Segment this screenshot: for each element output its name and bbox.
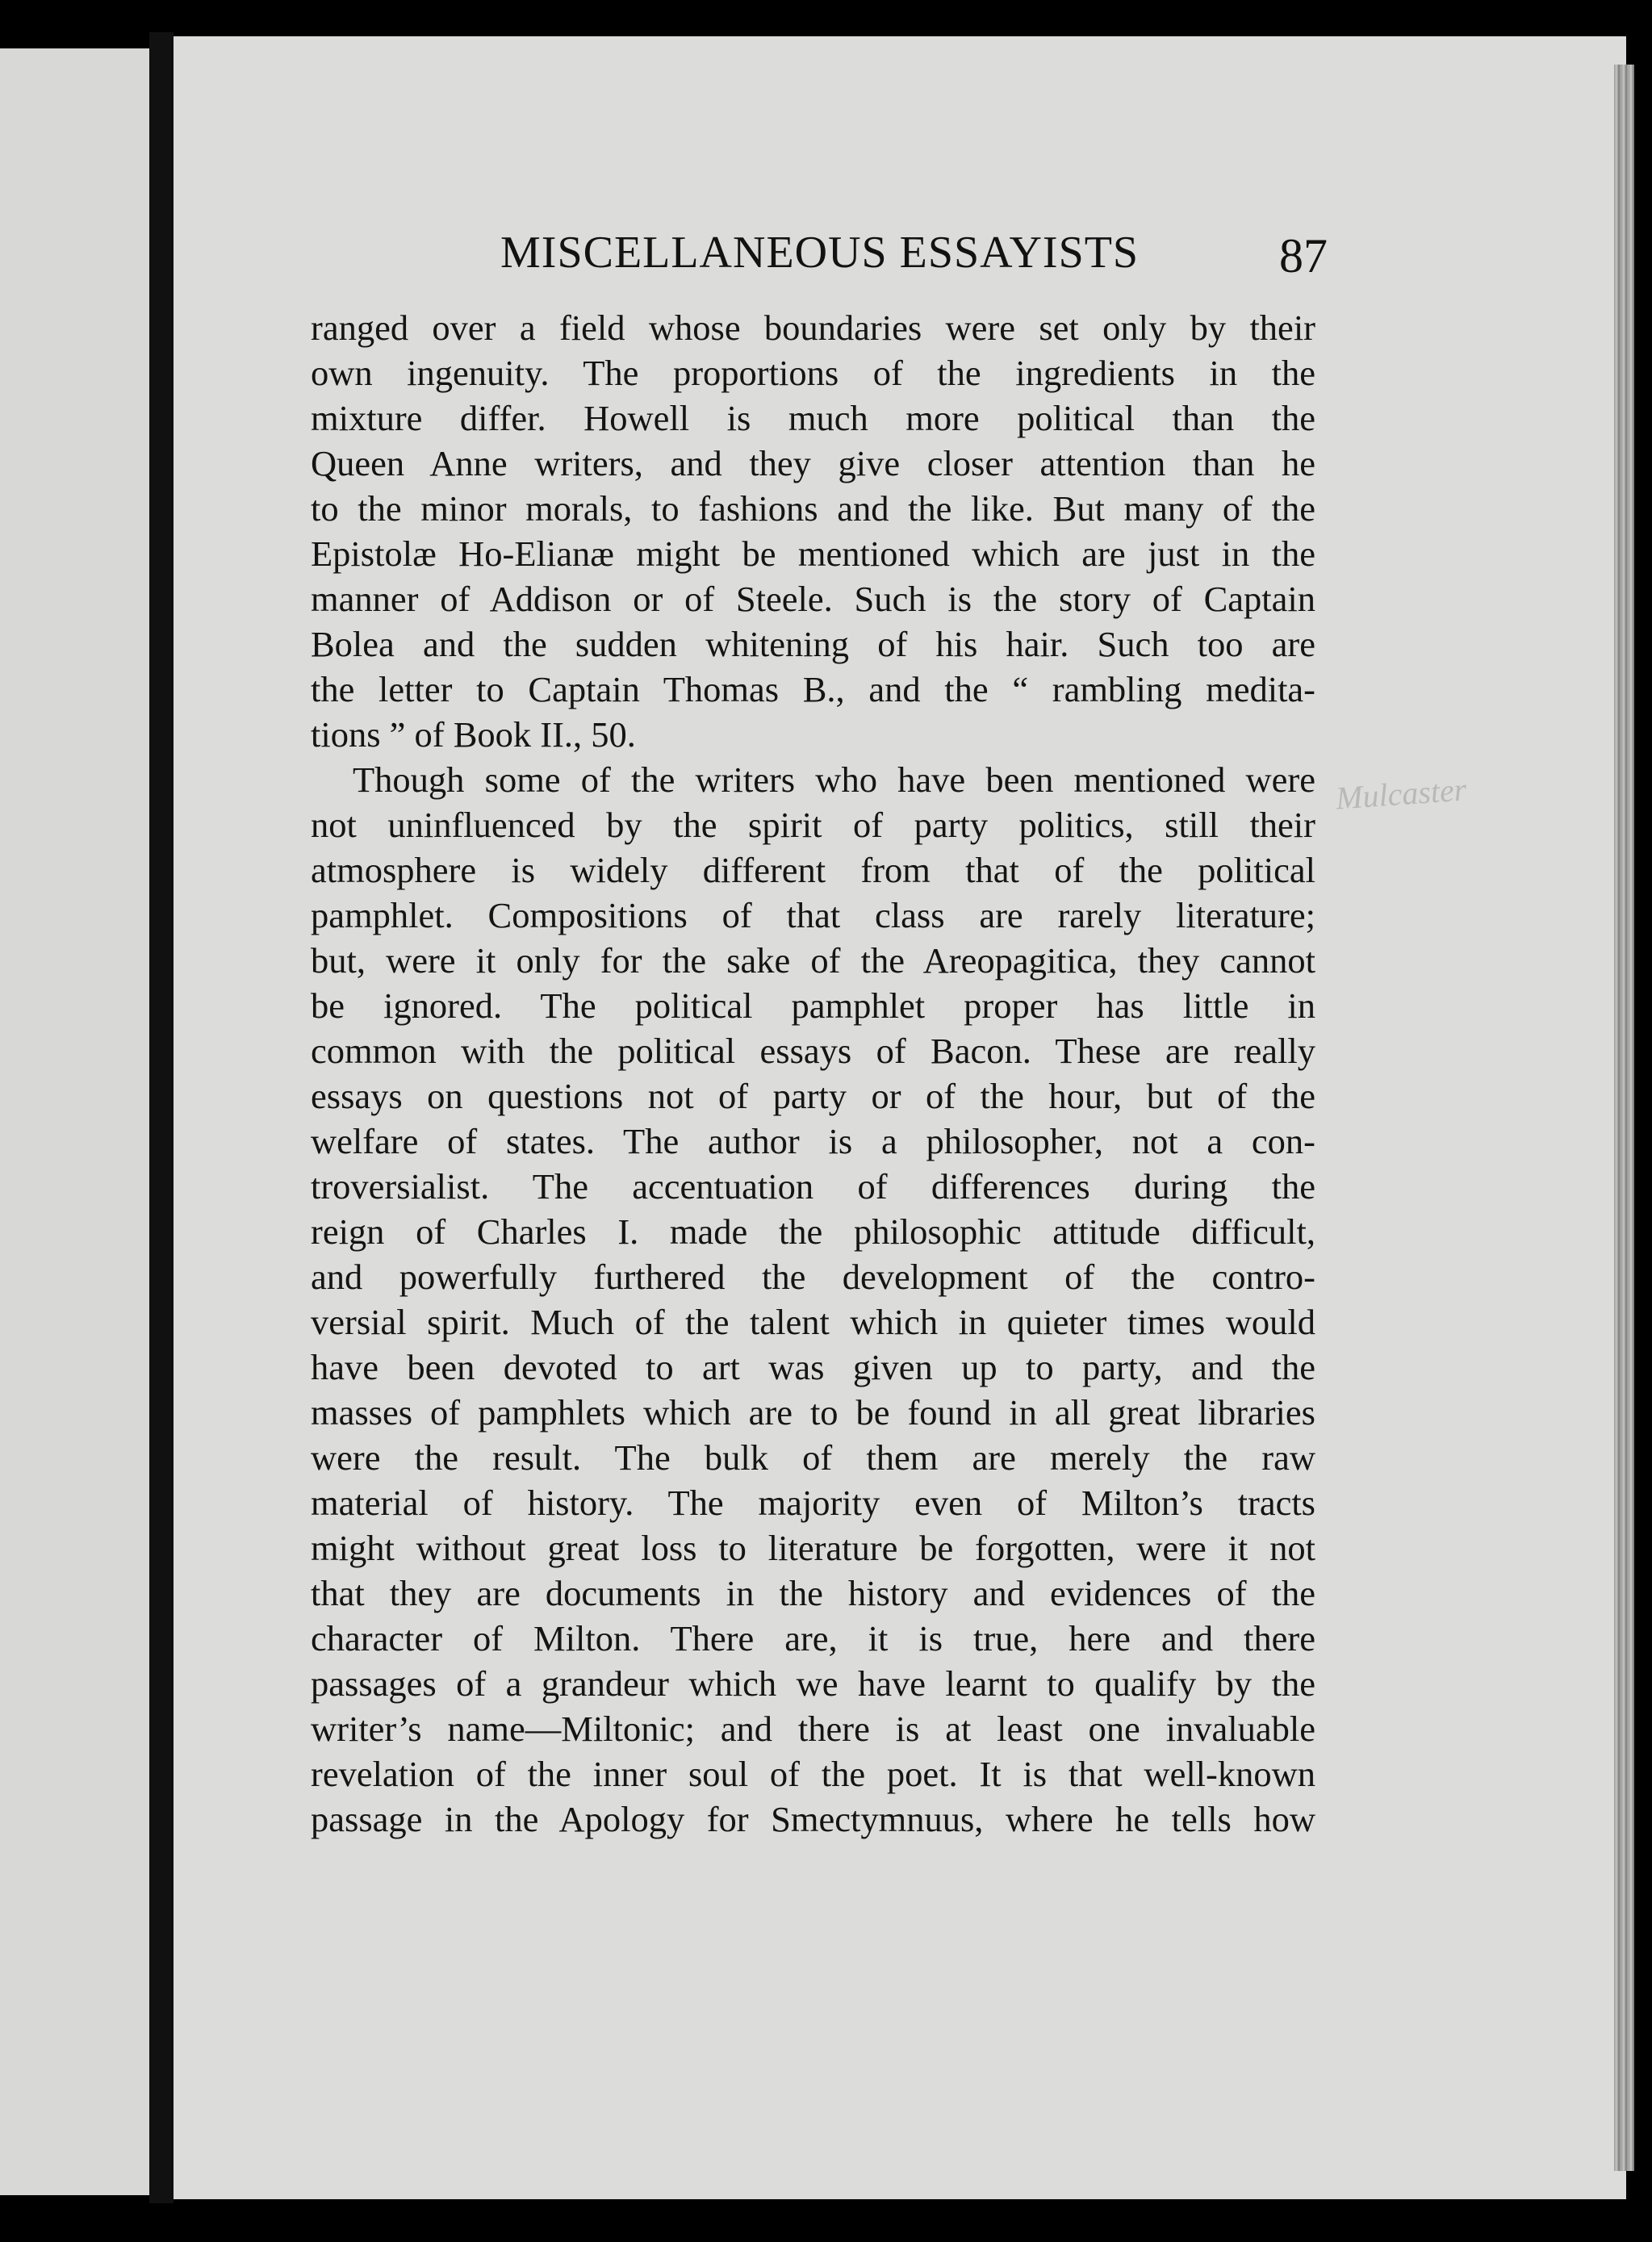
text-line: that they are documents in the history and evidences of the bbox=[311, 1573, 1315, 1613]
running-title: MISCELLANEOUS ESSAYISTS bbox=[500, 228, 1140, 278]
text-line: welfare of states. The author is a philosopher, not a con- bbox=[311, 1121, 1315, 1161]
handwritten-margin-note: Mulcaster bbox=[1334, 771, 1468, 817]
text-line: material of history. The majority even of Milton’s tracts bbox=[311, 1483, 1315, 1523]
text-line: writer’s name—Miltonic; and there is at least one invaluable bbox=[311, 1709, 1315, 1749]
text-line: ranged over a field whose boundaries were set only by their bbox=[311, 307, 1315, 348]
body-text bbox=[311, 305, 1315, 1842]
text-line: mixture differ. Howell is much more political than the bbox=[311, 398, 1315, 438]
text-line: and powerfully furthered the development of the contro- bbox=[311, 1257, 1315, 1297]
text-line: passages of a grandeur which we have learnt to qualify by the bbox=[311, 1663, 1315, 1704]
running-head bbox=[311, 216, 1328, 289]
text-line: troversialist. The accentuation of differences during the bbox=[311, 1166, 1315, 1207]
page-number: 87 bbox=[1279, 229, 1328, 282]
text-line: Bolea and the sudden whitening of his hair. Such too are bbox=[311, 624, 1315, 664]
text-line: common with the political essays of Bacon. These are really bbox=[311, 1031, 1315, 1071]
text-line: character of Milton. There are, it is true, here and there bbox=[311, 1618, 1315, 1658]
page-stack-edge bbox=[1614, 65, 1634, 2171]
text-line: were the result. The bulk of them are merely the raw bbox=[311, 1437, 1315, 1478]
text-line: Queen Anne writers, and they give closer attention than he bbox=[311, 443, 1315, 483]
text-line: have been devoted to art was given up to party, and the bbox=[311, 1347, 1315, 1387]
text-line: passage in the Apology for Smectymnuus, where he tells how bbox=[311, 1799, 1315, 1839]
text-line: be ignored. The political pamphlet proper has little in bbox=[311, 985, 1315, 1026]
text-line: own ingenuity. The proportions of the ingredients in the bbox=[311, 353, 1315, 393]
text-line: pamphlet. Compositions of that class are rarely literature; bbox=[311, 895, 1315, 935]
text-line: tions ” of Book II., 50. bbox=[311, 714, 636, 755]
paragraph-first-line: Though some of the writers who have been mentioned were bbox=[353, 759, 1315, 800]
text-line: essays on questions not of party or of the hour, but of the bbox=[311, 1076, 1315, 1116]
text-line: masses of pamphlets which are to be found in all great libraries bbox=[311, 1392, 1315, 1433]
text-line: might without great loss to literature be forgotten, were it not bbox=[311, 1528, 1315, 1568]
text-line: reign of Charles I. made the philosophic attitude difficult, bbox=[311, 1211, 1315, 1252]
text-line: versial spirit. Much of the talent which in quieter times would bbox=[311, 1302, 1315, 1342]
text-line: Epistolæ Ho-Elianæ might be mentioned which are just in the bbox=[311, 533, 1315, 574]
book-gutter bbox=[149, 32, 174, 2203]
text-line: not uninfluenced by the spirit of party politics, still their bbox=[311, 805, 1315, 845]
text-line: the letter to Captain Thomas B., and the “ rambling medita- bbox=[311, 669, 1315, 709]
left-page-edge bbox=[0, 48, 149, 2195]
text-line: manner of Addison or of Steele. Such is the story of Captain bbox=[311, 579, 1315, 619]
text-line: atmosphere is widely different from that of the political bbox=[311, 850, 1315, 890]
text-line: but, were it only for the sake of the Areopagitica, they cannot bbox=[311, 940, 1315, 981]
text-line: to the minor morals, to fashions and the like. But many of the bbox=[311, 488, 1315, 529]
text-line: revelation of the inner soul of the poet. It is that well-known bbox=[311, 1754, 1315, 1794]
